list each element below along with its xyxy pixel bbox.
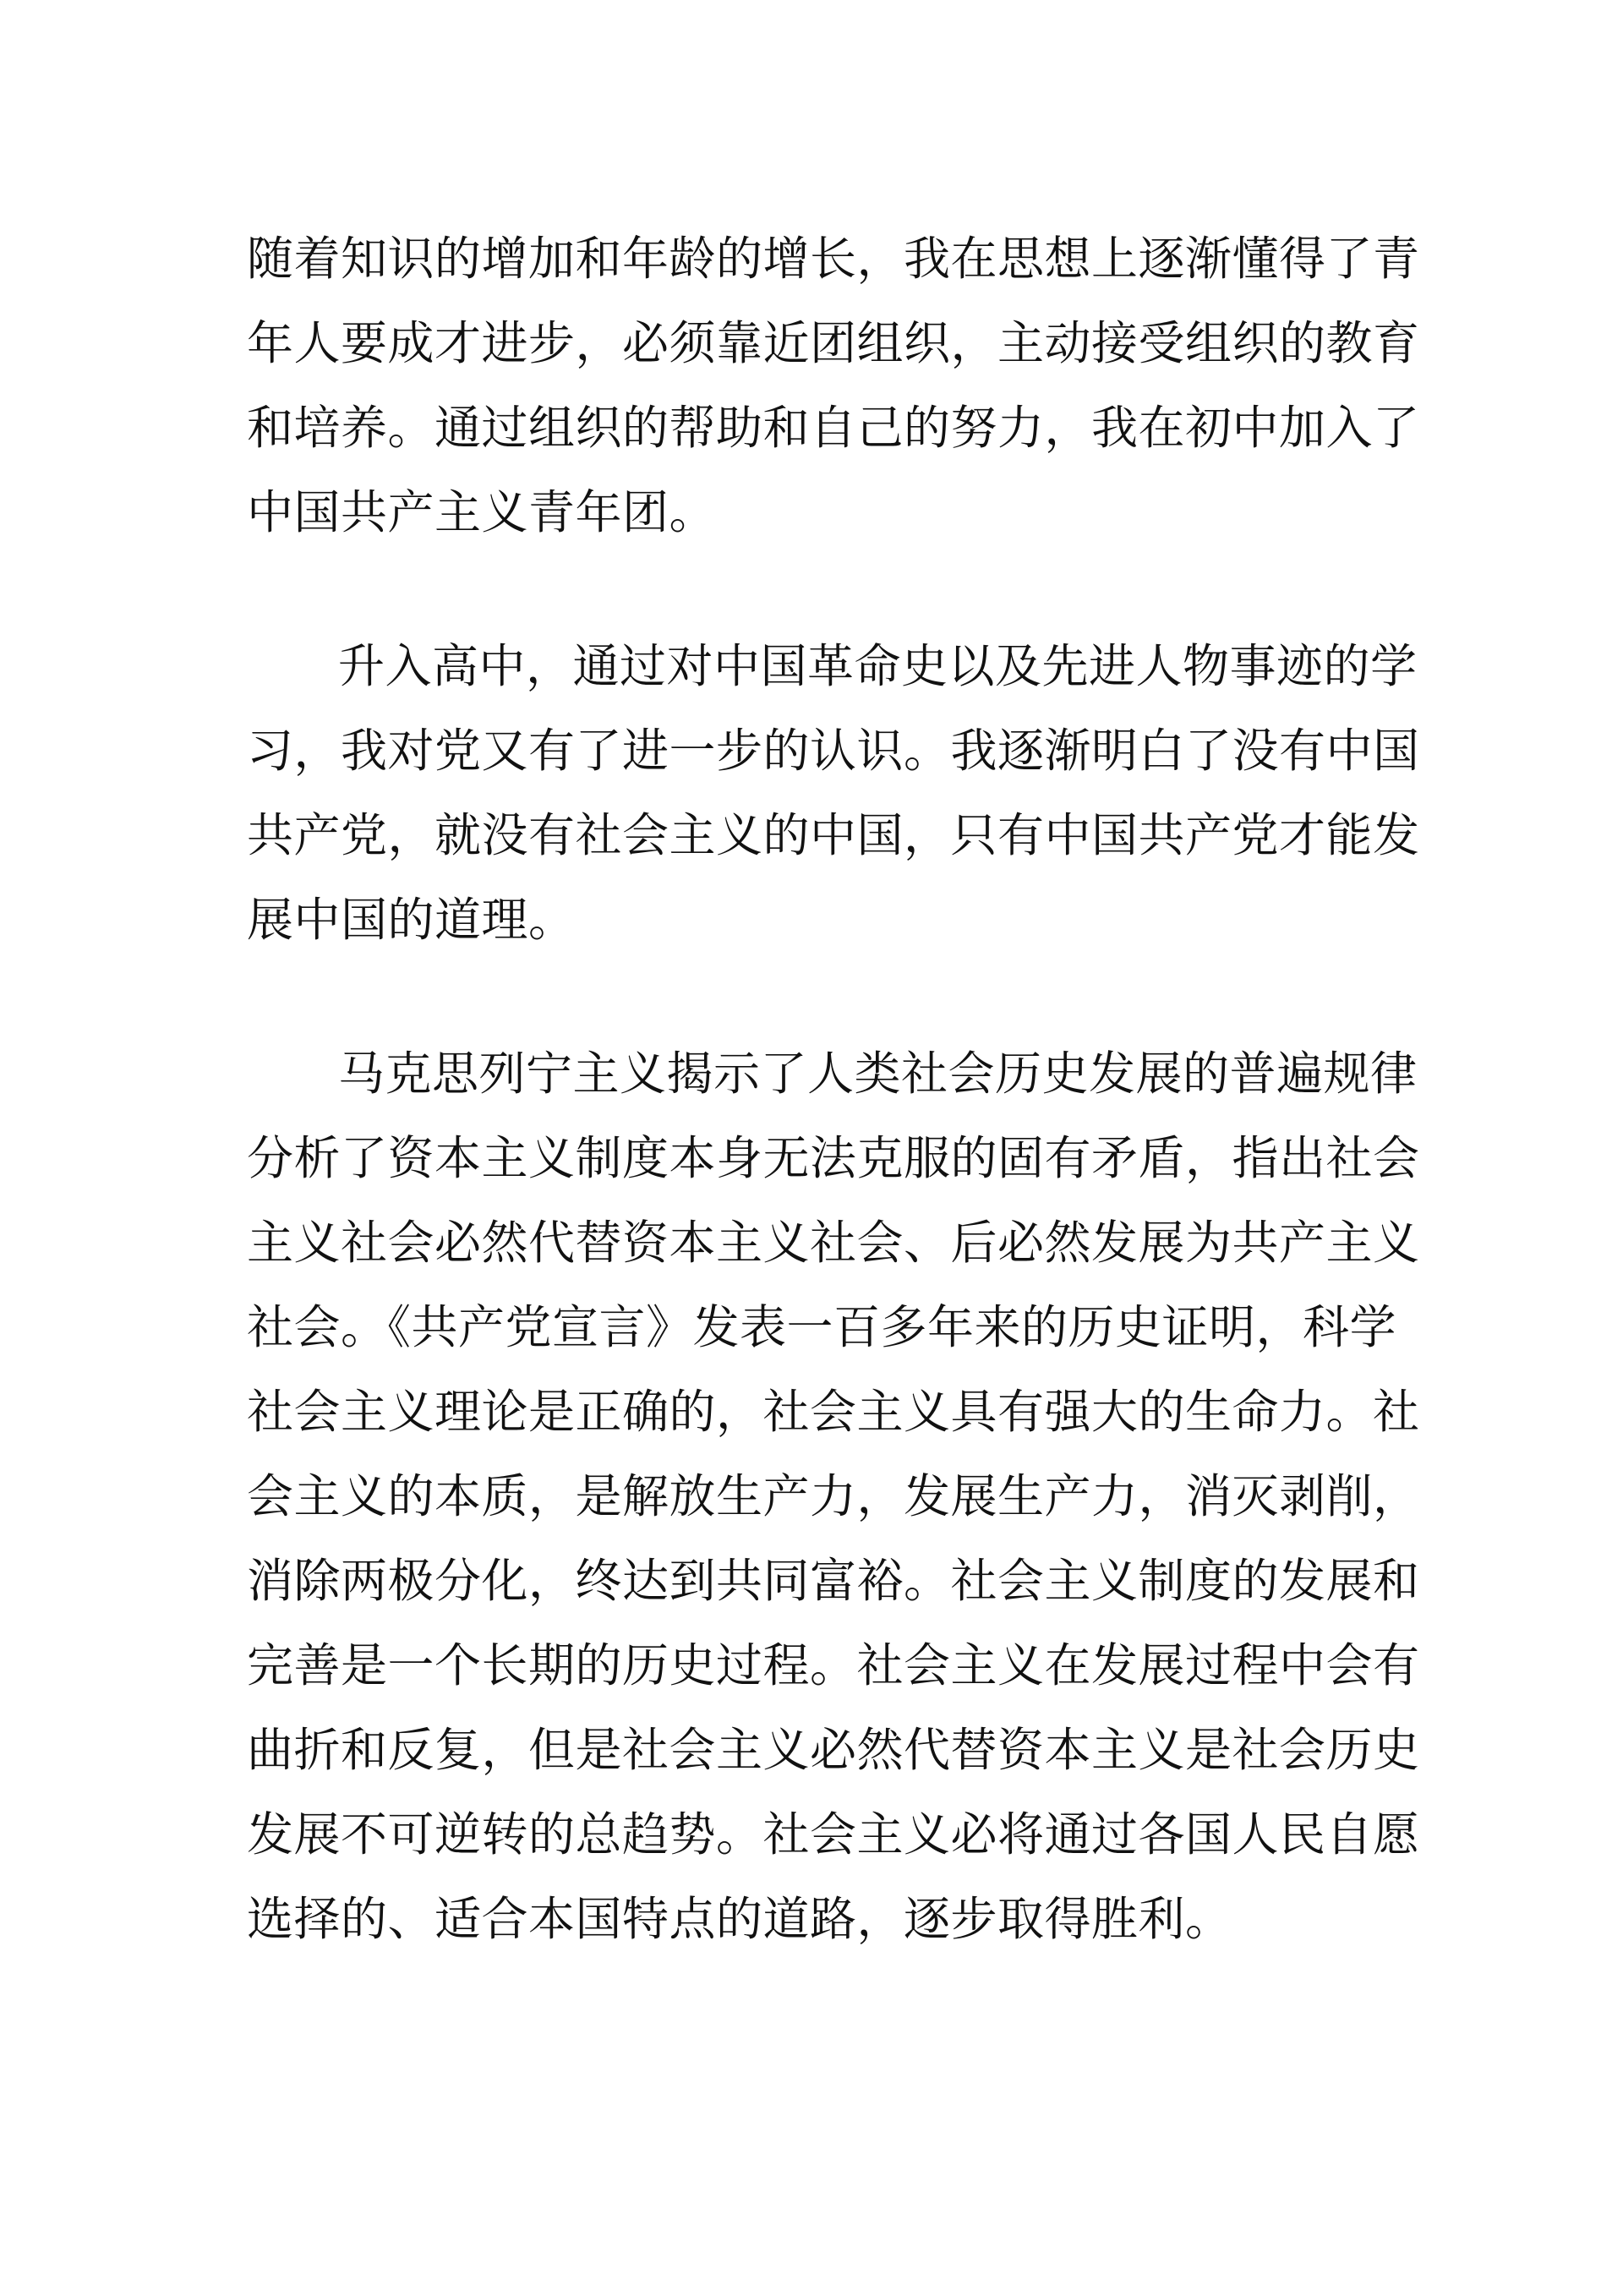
- paragraph-line: 马克思列宁主义揭示了人类社会历史发展的普遍规律: [338, 1047, 1418, 1101]
- paragraph-line: 完善是一个长期的历史过程。社会主义在发展过程中会有: [247, 1638, 1420, 1692]
- paragraph-line: 随着知识的增加和年龄的增长，我在思想上逐渐懂得了青: [247, 232, 1420, 286]
- paragraph-line: 和培养。通过组织的帮助和自己的努力，我在初中加入了: [247, 401, 1420, 455]
- paragraph-line: 会主义的本质，是解放生产力，发展生产力，消灭剥削，: [247, 1469, 1420, 1523]
- paragraph-line: 选择的、适合本国特点的道路，逐步取得胜利。: [247, 1892, 1232, 1946]
- paragraph-line: 中国共产主义青年团。: [247, 485, 717, 539]
- paragraph-line: 曲折和反复，但是社会主义必然代替资本主义是社会历史: [247, 1723, 1420, 1777]
- paragraph-line: 分析了资本主义制度本身无法克服的固有矛盾，指出社会: [247, 1131, 1420, 1185]
- paragraph-line: 习，我对党又有了进一步的认识。我逐渐明白了没有中国: [247, 724, 1420, 778]
- paragraph-line: 共产党，就没有社会主义的中国，只有中国共产党才能发: [247, 808, 1420, 862]
- paragraph-line: 消除两极分化，终达到共同富裕。社会主义制度的发展和: [247, 1554, 1420, 1608]
- paragraph-line: 展中国的道理。: [247, 893, 576, 947]
- paragraph-line: 社会主义理论是正确的，社会主义具有强大的生命力。社: [247, 1385, 1420, 1439]
- paragraph-line: 社会。《共产党宣言》发表一百多年来的历史证明，科学: [247, 1300, 1397, 1354]
- paragraph-line: 发展不可逆转的总趋势。社会主义必将通过各国人民自愿: [247, 1807, 1420, 1861]
- paragraph-line: 主义社会必然代替资本主义社会、后必然发展为共产主义: [247, 1216, 1420, 1270]
- paragraph-line: 年人要成才进步，必须靠近团组织，主动接受组织的教育: [247, 316, 1420, 370]
- paragraph-line: 升入高中，通过对中国革命史以及先进人物事迹的学: [338, 639, 1418, 693]
